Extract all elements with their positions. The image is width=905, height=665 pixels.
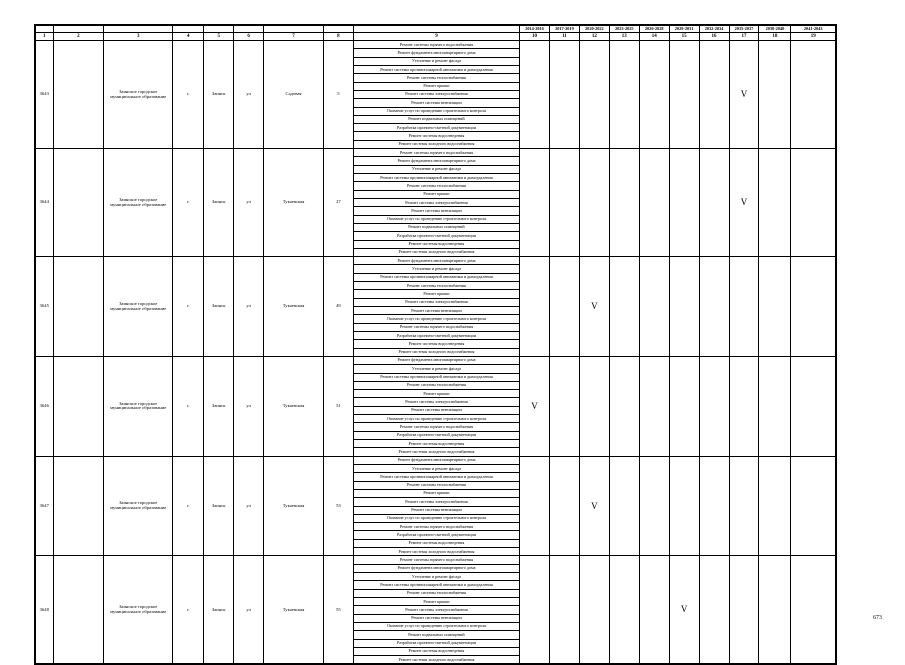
- work-item: Ремонт системы электроснабжения: [353, 90, 519, 98]
- work-item: Утепление и ремонт фасада: [353, 464, 519, 472]
- work-item: Ремонт системы холодного водоснабжения: [353, 448, 519, 456]
- schedule-mark: V: [579, 257, 609, 357]
- schedule-cell: [669, 257, 699, 357]
- column-number: 3: [104, 33, 173, 41]
- schedule-cell: [549, 41, 579, 149]
- street-type: ул: [234, 257, 264, 357]
- street-type: ул: [234, 356, 264, 456]
- column-number: 19: [791, 33, 836, 41]
- column-number: 15: [669, 33, 699, 41]
- street-name: Тукаевская: [264, 356, 324, 456]
- work-item: Ремонт системы теплоснабжения: [353, 282, 519, 290]
- schedule-cell: [791, 456, 836, 556]
- work-item: Утепление и ремонт фасада: [353, 265, 519, 273]
- work-item: Разработка проектно-сметной документации: [353, 431, 519, 439]
- column-number: 5: [204, 33, 234, 41]
- schedule-cell: [639, 149, 669, 257]
- work-item: Ремонт системы электроснабжения: [353, 398, 519, 406]
- work-item: Ремонт системы водоотведения: [353, 647, 519, 655]
- work-item: Ремонт системы холодного водоснабжения: [353, 548, 519, 556]
- schedule-cell: [520, 149, 550, 257]
- work-item: Утепление и ремонт фасада: [353, 365, 519, 373]
- work-item: Ремонт подвальных помещений: [353, 631, 519, 639]
- work-item: Ремонт системы противопожарной автоматики и дымоудаления: [353, 174, 519, 182]
- work-item: Ремонт системы противопожарной автоматики и дымоудаления: [353, 65, 519, 73]
- work-item: Ремонт системы водоотведения: [353, 132, 519, 140]
- schedule-cell: [639, 356, 669, 456]
- work-item: Ремонт фундамента многоквартирного дома: [353, 49, 519, 57]
- work-item: Ремонт системы холодного водоснабжения: [353, 140, 519, 148]
- street-name: Тукаевская: [264, 149, 324, 257]
- schedule-cell: [520, 41, 550, 149]
- column-number: 2: [53, 33, 104, 41]
- work-item: Ремонт системы вентиляции: [353, 506, 519, 514]
- schedule-cell: [729, 356, 759, 456]
- work-item: Ремонт системы противопожарной автоматики и дымоудаления: [353, 373, 519, 381]
- work-item: Ремонт системы водоотведения: [353, 340, 519, 348]
- municipality-name: Заинское городское муниципальное образование: [104, 257, 173, 357]
- header-blank-cell: [234, 26, 264, 33]
- column-number: 10: [520, 33, 550, 41]
- schedule-cell: [549, 356, 579, 456]
- work-item: Ремонт системы теплоснабжения: [353, 589, 519, 597]
- work-item: Ремонт системы вентиляции: [353, 307, 519, 315]
- schedule-cell: [759, 41, 791, 149]
- schedule-cell: [669, 149, 699, 257]
- settlement-name: Заинск: [204, 456, 234, 556]
- schedule-cell: [699, 456, 729, 556]
- schedule-cell: [729, 556, 759, 664]
- schedule-cell: [639, 556, 669, 664]
- schedule-cell: [699, 257, 729, 357]
- work-item: Оказание услуг по проведению строительного контроля: [353, 622, 519, 630]
- street-name: Садовая: [264, 41, 324, 149]
- column-number: 16: [699, 33, 729, 41]
- header-blank-cell: [104, 26, 173, 33]
- column-number: 11: [549, 33, 579, 41]
- street-name: Тукаевская: [264, 556, 324, 664]
- period-header: 2038-2040: [759, 26, 791, 33]
- period-header: 2014-2016: [520, 26, 550, 33]
- settlement-type: г.: [173, 556, 204, 664]
- schedule-cell: [549, 257, 579, 357]
- table-row: [36, 456, 836, 464]
- period-header: 2017-2019: [549, 26, 579, 33]
- work-item: Ремонт системы теплоснабжения: [353, 481, 519, 489]
- work-item: Разработка проектно-сметной документации: [353, 331, 519, 339]
- schedule-cell: [699, 356, 729, 456]
- schedule-cell: [609, 356, 639, 456]
- work-item: Ремонт крыши: [353, 290, 519, 298]
- settlement-type: г.: [173, 257, 204, 357]
- house-number: 55: [323, 556, 353, 664]
- column-number: 4: [173, 33, 204, 41]
- schedule-cell: [791, 356, 836, 456]
- work-item: Утепление и ремонт фасада: [353, 573, 519, 581]
- work-item: Ремонт подвальных помещений: [353, 115, 519, 123]
- work-item: Ремонт системы вентиляции: [353, 406, 519, 414]
- period-header: 2041-2043: [791, 26, 836, 33]
- schedule-cell: [549, 456, 579, 556]
- house-number: 27: [323, 149, 353, 257]
- schedule-cell: [639, 41, 669, 149]
- period-header-row: [36, 26, 836, 33]
- work-item: Ремонт крыши: [353, 82, 519, 90]
- column-number: 8: [323, 33, 353, 41]
- column-number: 12: [579, 33, 609, 41]
- work-item: Ремонт системы водоотведения: [353, 539, 519, 547]
- work-item: Ремонт системы противопожарной автоматики и дымоудаления: [353, 581, 519, 589]
- schedule-cell: [579, 149, 609, 257]
- work-item: Ремонт системы электроснабжения: [353, 198, 519, 206]
- work-item: Разработка проектно-сметной документации: [353, 124, 519, 132]
- schedule-cell: [791, 257, 836, 357]
- header-blank-cell: [53, 26, 104, 33]
- work-item: Ремонт системы горячего водоснабжения: [353, 556, 519, 564]
- schedule-mark: V: [520, 356, 550, 456]
- schedule-cell: [759, 257, 791, 357]
- column-number: 6: [234, 33, 264, 41]
- work-item: Ремонт системы горячего водоснабжения: [353, 523, 519, 531]
- street-name: Тукаевская: [264, 456, 324, 556]
- work-item: Ремонт подвальных помещений: [353, 223, 519, 231]
- work-item: Ремонт системы водоотведения: [353, 440, 519, 448]
- work-item: Ремонт крыши: [353, 190, 519, 198]
- work-item: Ремонт фундамента многоквартирного дома: [353, 564, 519, 572]
- record-id: 3647: [36, 456, 54, 556]
- schedule-cell: [520, 257, 550, 357]
- work-item: Разработка проектно-сметной документации: [353, 639, 519, 647]
- work-item: Ремонт системы холодного водоснабжения: [353, 348, 519, 356]
- record-id: 3643: [36, 41, 54, 149]
- schedule-cell: [639, 456, 669, 556]
- settlement-name: Заинск: [204, 149, 234, 257]
- schedule-cell: [699, 41, 729, 149]
- schedule-cell: [609, 456, 639, 556]
- empty-cell: [53, 556, 104, 664]
- table-row: [36, 257, 836, 265]
- schedule-mark: V: [729, 149, 759, 257]
- schedule-cell: [791, 149, 836, 257]
- table-row: [36, 556, 836, 564]
- empty-cell: [53, 149, 104, 257]
- street-type: ул: [234, 149, 264, 257]
- work-item: Ремонт системы горячего водоснабжения: [353, 149, 519, 157]
- municipality-name: Заинское городское муниципальное образование: [104, 149, 173, 257]
- schedule-cell: [759, 356, 791, 456]
- schedule-cell: [699, 556, 729, 664]
- work-item: Ремонт системы вентиляции: [353, 99, 519, 107]
- work-item: Разработка проектно-сметной документации: [353, 232, 519, 240]
- work-item: Ремонт системы вентиляции: [353, 614, 519, 622]
- schedule-cell: [609, 257, 639, 357]
- work-item: Ремонт системы электроснабжения: [353, 606, 519, 614]
- work-item: Разработка проектно-сметной документации: [353, 531, 519, 539]
- table-row: [36, 356, 836, 364]
- record-id: 3644: [36, 149, 54, 257]
- work-item: Оказание услуг по проведению строительного контроля: [353, 107, 519, 115]
- settlement-name: Заинск: [204, 41, 234, 149]
- page-number: 673: [873, 615, 882, 621]
- schedule-cell: [609, 149, 639, 257]
- period-header: 2020-2022: [579, 26, 609, 33]
- repair-schedule-table: [35, 25, 836, 664]
- column-number: 18: [759, 33, 791, 41]
- record-id: 3648: [36, 556, 54, 664]
- column-number: 9: [353, 33, 519, 41]
- table-row: [36, 41, 836, 49]
- work-item: Ремонт системы теплоснабжения: [353, 74, 519, 82]
- column-number: 17: [729, 33, 759, 41]
- settlement-type: г.: [173, 356, 204, 456]
- column-number: 14: [639, 33, 669, 41]
- settlement-name: Заинск: [204, 257, 234, 357]
- house-number: 51: [323, 356, 353, 456]
- schedule-cell: [579, 556, 609, 664]
- street-type: ул: [234, 556, 264, 664]
- column-number: 13: [609, 33, 639, 41]
- street-type: ул: [234, 41, 264, 149]
- work-item: Ремонт фундамента многоквартирного дома: [353, 257, 519, 265]
- record-id: 3645: [36, 257, 54, 357]
- schedule-cell: [609, 556, 639, 664]
- work-item: Ремонт системы электроснабжения: [353, 298, 519, 306]
- settlement-name: Заинск: [204, 556, 234, 664]
- work-item: Ремонт системы теплоснабжения: [353, 182, 519, 190]
- schedule-cell: [791, 41, 836, 149]
- period-header: 2032-2034: [699, 26, 729, 33]
- schedule-mark: V: [579, 456, 609, 556]
- document-table-frame: [34, 24, 837, 665]
- column-number: 1: [36, 33, 54, 41]
- work-item: Ремонт крыши: [353, 489, 519, 497]
- schedule-cell: [579, 356, 609, 456]
- work-item: Утепление и ремонт фасада: [353, 57, 519, 65]
- schedule-cell: [759, 556, 791, 664]
- schedule-cell: [520, 556, 550, 664]
- work-item: Ремонт системы противопожарной автоматики и дымоудаления: [353, 473, 519, 481]
- column-number-row: [36, 33, 836, 41]
- schedule-mark: V: [669, 556, 699, 664]
- header-blank-cell: [353, 26, 519, 33]
- schedule-cell: [791, 556, 836, 664]
- schedule-cell: [609, 41, 639, 149]
- work-item: Ремонт системы горячего водоснабжения: [353, 41, 519, 49]
- work-item: Ремонт системы электроснабжения: [353, 498, 519, 506]
- schedule-cell: [549, 149, 579, 257]
- settlement-type: г.: [173, 456, 204, 556]
- work-item: Ремонт системы водоотведения: [353, 240, 519, 248]
- schedule-cell: [669, 456, 699, 556]
- settlement-name: Заинск: [204, 356, 234, 456]
- work-item: Ремонт системы холодного водоснабжения: [353, 248, 519, 256]
- work-item: Ремонт крыши: [353, 390, 519, 398]
- work-item: Оказание услуг по проведению строительного контроля: [353, 415, 519, 423]
- work-item: Ремонт крыши: [353, 597, 519, 605]
- work-item: Оказание услуг по проведению строительного контроля: [353, 514, 519, 522]
- header-blank-cell: [323, 26, 353, 33]
- work-item: Оказание услуг по проведению строительного контроля: [353, 215, 519, 223]
- work-item: Ремонт системы горячего водоснабжения: [353, 423, 519, 431]
- house-number: 49: [323, 257, 353, 357]
- work-item: Ремонт системы теплоснабжения: [353, 381, 519, 389]
- period-header: 2029-2031: [669, 26, 699, 33]
- schedule-cell: [729, 456, 759, 556]
- schedule-mark: V: [729, 41, 759, 149]
- work-item: Ремонт системы противопожарной автоматики и дымоудаления: [353, 273, 519, 281]
- municipality-name: Заинское городское муниципальное образование: [104, 356, 173, 456]
- street-type: ул: [234, 456, 264, 556]
- municipality-name: Заинское городское муниципальное образование: [104, 41, 173, 149]
- record-id: 3646: [36, 356, 54, 456]
- house-number: 5: [323, 41, 353, 149]
- work-item: Ремонт системы холодного водоснабжения: [353, 656, 519, 664]
- schedule-cell: [639, 257, 669, 357]
- work-item: Ремонт фундамента многоквартирного дома: [353, 456, 519, 464]
- house-number: 53: [323, 456, 353, 556]
- empty-cell: [53, 41, 104, 149]
- empty-cell: [53, 356, 104, 456]
- schedule-cell: [759, 456, 791, 556]
- schedule-cell: [669, 41, 699, 149]
- header-blank-cell: [204, 26, 234, 33]
- schedule-cell: [579, 41, 609, 149]
- work-item: Ремонт фундамента многоквартирного дома: [353, 157, 519, 165]
- period-header: 2035-2037: [729, 26, 759, 33]
- street-name: Тукаевская: [264, 257, 324, 357]
- settlement-type: г.: [173, 149, 204, 257]
- header-blank-cell: [264, 26, 324, 33]
- work-item: Утепление и ремонт фасада: [353, 165, 519, 173]
- column-number: 7: [264, 33, 324, 41]
- settlement-type: г.: [173, 41, 204, 149]
- header-blank-cell: [173, 26, 204, 33]
- table-row: [36, 149, 836, 157]
- period-header: 2026-2028: [639, 26, 669, 33]
- schedule-cell: [699, 149, 729, 257]
- schedule-cell: [759, 149, 791, 257]
- schedule-cell: [549, 556, 579, 664]
- work-item: Ремонт системы вентиляции: [353, 207, 519, 215]
- work-item: Ремонт фундамента многоквартирного дома: [353, 356, 519, 364]
- schedule-cell: [669, 356, 699, 456]
- municipality-name: Заинское городское муниципальное образование: [104, 456, 173, 556]
- work-item: Оказание услуг по проведению строительного контроля: [353, 315, 519, 323]
- municipality-name: Заинское городское муниципальное образование: [104, 556, 173, 664]
- header-blank-cell: [36, 26, 54, 33]
- period-header: 2023-2025: [609, 26, 639, 33]
- empty-cell: [53, 257, 104, 357]
- empty-cell: [53, 456, 104, 556]
- work-item: Ремонт системы горячего водоснабжения: [353, 323, 519, 331]
- schedule-cell: [520, 456, 550, 556]
- schedule-cell: [729, 257, 759, 357]
